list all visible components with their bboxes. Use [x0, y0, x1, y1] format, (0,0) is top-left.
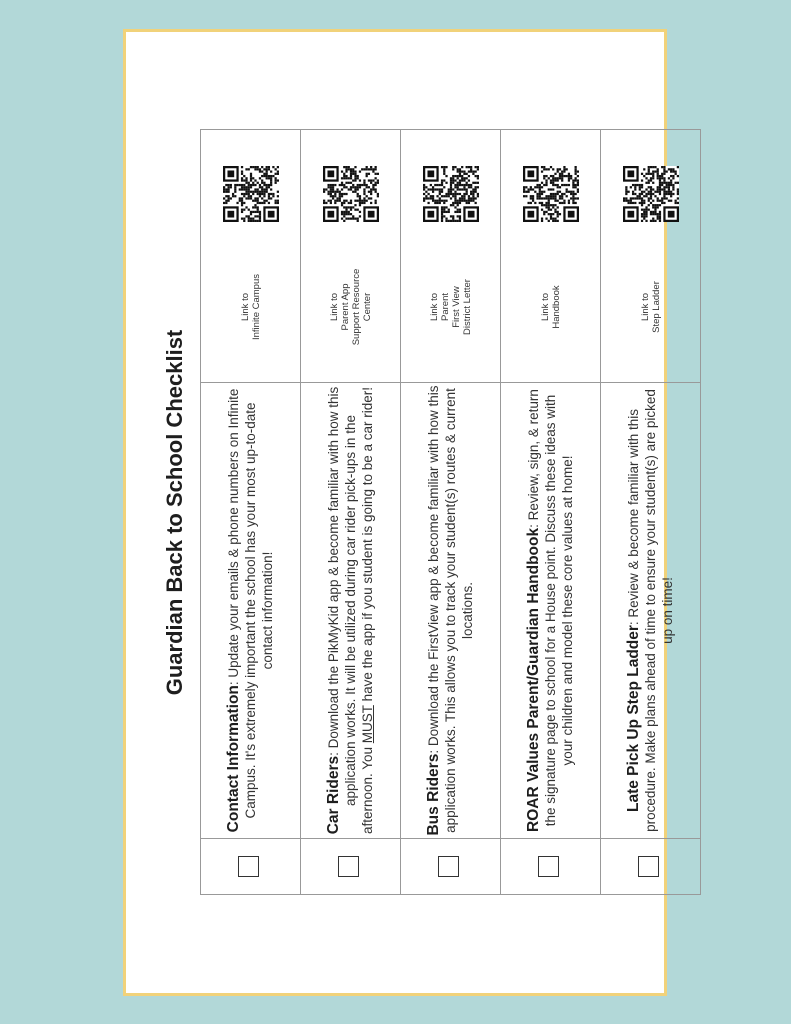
- checklist-table: [200, 129, 701, 895]
- link-label[interactable]: Link to Handbook: [539, 285, 562, 329]
- checklist-content: [155, 130, 675, 895]
- link-label[interactable]: Link to Parent First View District Letter: [428, 279, 473, 335]
- item-description: Car Riders: Download the PikMyKid app & become familiar with how this application works. It will be utilized during car rider pick-ups in the afternoon. You MUST have the app if you student is going to be a car rider!: [325, 386, 375, 835]
- item-description: Contact Information: Update your emails & phone numbers on Infinite Campus. It's extremely important the school has your most up-to-date contact information!: [225, 388, 275, 833]
- page-title: Guardian Back to School Checklist: [162, 329, 187, 696]
- checkbox[interactable]: [438, 856, 459, 877]
- checklist-row-contact: [201, 130, 301, 895]
- checklist-row-bus-riders: [401, 130, 501, 895]
- qr-code-icon[interactable]: [223, 166, 279, 222]
- link-label[interactable]: Link to Parent App Support Resource Center: [328, 268, 373, 346]
- qr-code-icon[interactable]: [423, 166, 479, 222]
- qr-code-icon[interactable]: [523, 166, 579, 222]
- checkbox[interactable]: [238, 856, 259, 877]
- qr-code-icon[interactable]: [323, 166, 379, 222]
- emphasis-text: MUST: [360, 705, 375, 744]
- item-heading: Bus Riders: [425, 753, 442, 836]
- qr-code-icon[interactable]: [623, 166, 679, 222]
- item-heading: ROAR Values Parent/Guardian Handbook: [525, 527, 542, 832]
- item-description: Bus Riders: Download the FirstView app & become familiar with how this application works. This allows you to track your student(s) routes & current locations.: [425, 385, 475, 836]
- checklist-row-step-ladder: [601, 130, 701, 895]
- checkbox[interactable]: [338, 856, 359, 877]
- checkbox[interactable]: [638, 856, 659, 877]
- item-heading: Contact Information: [225, 685, 242, 833]
- link-label[interactable]: Link to Step Ladder: [639, 281, 662, 333]
- item-description: ROAR Values Parent/Guardian Handbook: Review, sign, & return the signature page to school for a House point. Discuss these ideas with your children and model these core values at home!: [525, 389, 575, 832]
- checkbox[interactable]: [538, 856, 559, 877]
- checklist-row-handbook: [501, 130, 601, 895]
- checklist-row-car-riders: [301, 130, 401, 895]
- item-heading: Car Riders: [325, 755, 342, 835]
- item-description: Late Pick Up Step Ladder: Review & become familiar with this procedure. Make plans ahead of time to ensure your student(s) are picked up on time!: [625, 389, 675, 832]
- item-heading: Late Pick Up Step Ladder: [625, 625, 642, 812]
- link-label[interactable]: Link to Infinite Campus: [239, 274, 262, 341]
